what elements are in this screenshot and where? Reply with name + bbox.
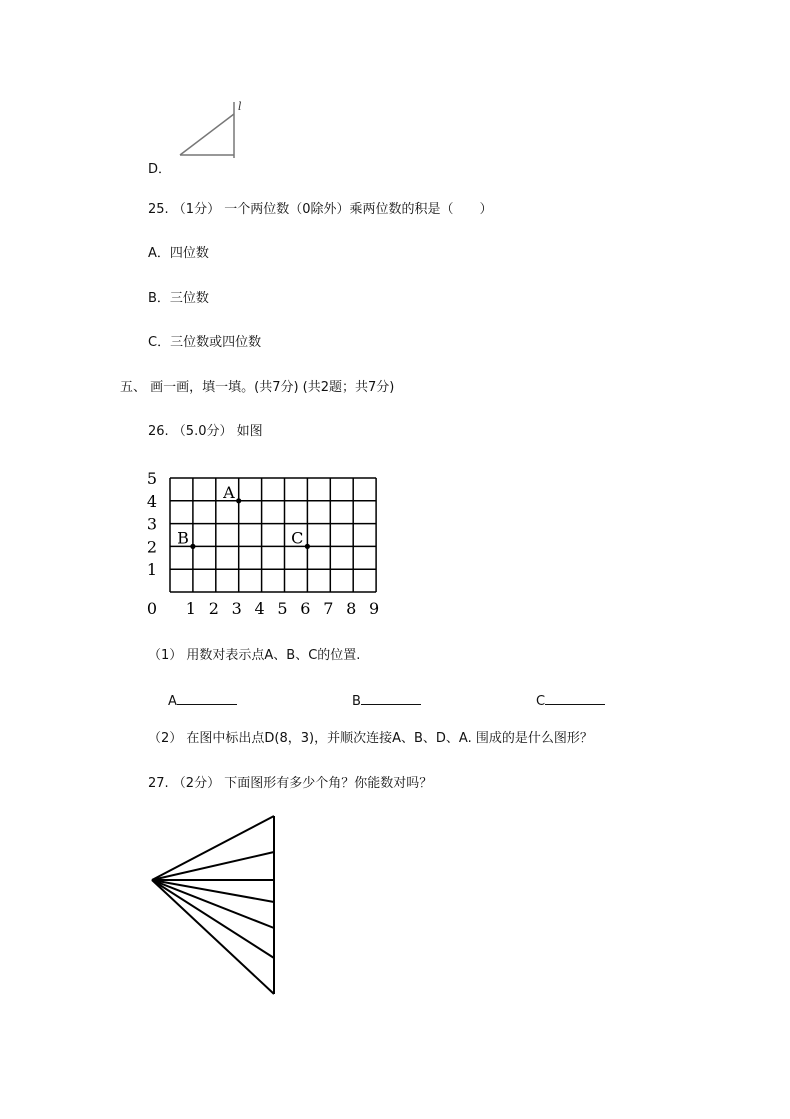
q27-stem: 27. （2分） 下面图形有多少个角？你能数对吗？ — [148, 776, 433, 791]
y-tick-label: 0 — [146, 599, 158, 616]
x-tick-label: 7 — [323, 599, 334, 616]
fan-ray-2 — [152, 852, 274, 880]
angle-fan-figure — [140, 808, 290, 1000]
q24-option-d: D． — [148, 162, 172, 177]
point-b-label: B — [177, 528, 189, 548]
answer-a-label: A — [168, 694, 177, 709]
coordinate-grid-figure — [140, 470, 390, 616]
x-tick-label: 9 — [369, 599, 380, 616]
fan-ray-1 — [152, 816, 274, 880]
q24-option-d-figure — [175, 98, 255, 162]
answer-c-label: C — [536, 694, 546, 709]
answer-c-blank[interactable] — [545, 692, 605, 705]
y-tick-label: 1 — [146, 560, 158, 580]
x-tick-label: 2 — [208, 599, 219, 616]
x-tick-label: 8 — [346, 599, 357, 616]
point-c-label: C — [291, 528, 304, 548]
point-c-dot — [305, 544, 310, 549]
point-a-dot — [236, 498, 241, 503]
triangle-hypotenuse — [180, 114, 234, 155]
answer-a-blank[interactable] — [177, 692, 237, 705]
q26-sub1: （1） 用数对表示点A、B、C的位置. — [148, 648, 361, 663]
answer-a — [168, 692, 237, 710]
q25-option-b: B．三位数 — [148, 291, 209, 306]
line-l-label: l — [238, 100, 242, 113]
section-5-title: 五、 画一画，填一填。(共7分) (共2题；共7分) — [120, 380, 395, 395]
x-tick-label: 6 — [300, 599, 311, 616]
y-tick-label: 4 — [146, 491, 158, 511]
answer-c — [536, 692, 605, 710]
point-b-dot — [190, 544, 195, 549]
x-tick-label: 5 — [277, 599, 288, 616]
fan-ray-7 — [152, 880, 274, 994]
q26-sub2: （2） 在图中标出点D(8，3)，并顺次连接A、B、D、A. 围成的是什么图形？ — [148, 731, 593, 746]
q25-stem: 25. （1分） 一个两位数（0除外）乘两位数的积是（ ） — [148, 202, 493, 217]
x-tick-label: 3 — [231, 599, 242, 616]
x-tick-label: 4 — [254, 599, 265, 616]
answer-b-blank[interactable] — [361, 692, 421, 705]
q26-stem: 26. （5.0分） 如图 — [148, 424, 263, 439]
y-tick-label: 2 — [146, 537, 158, 557]
fan-ray-5 — [152, 880, 274, 928]
y-tick-label: 3 — [146, 514, 158, 534]
q25-option-a: A．四位数 — [148, 246, 209, 261]
point-a-label: A — [223, 482, 235, 502]
x-tick-label: 1 — [185, 599, 196, 616]
answer-b — [352, 692, 421, 710]
q25-option-c: C．三位数或四位数 — [148, 335, 262, 350]
y-tick-label: 5 — [146, 470, 158, 488]
answer-b-label: B — [352, 694, 361, 709]
